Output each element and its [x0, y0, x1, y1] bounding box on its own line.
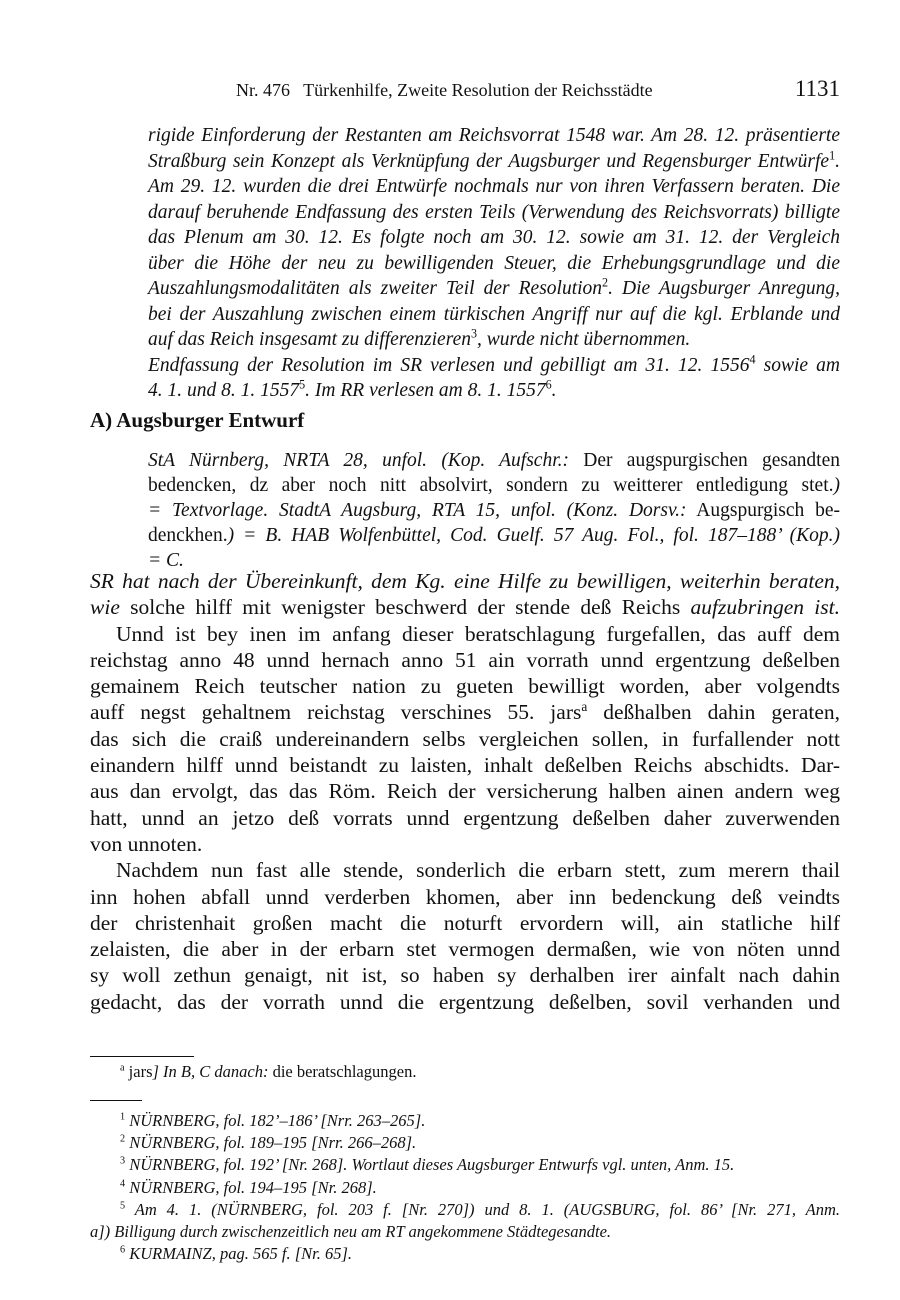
text-run: SR hat nach der Übereinkunft, dem Kg. eine Hilfe zu bewilligen, weiterhin beraten, — [90, 569, 840, 593]
text-run: aus dan ervolgt, das das Röm. Reich der versicherung halben ainen andern weg — [90, 779, 840, 804]
footnotes-line — [90, 1177, 840, 1199]
text-run: gemainem Reich teutscher nation zu gueten bewilligt worden, aber volgendts — [90, 674, 840, 699]
text-run: . — [835, 150, 840, 172]
text-run: deßhalben dahin geraten, — [587, 700, 840, 725]
main-line — [90, 962, 840, 988]
headnote-line — [148, 251, 840, 277]
text-run: auff negst gehaltnem reichstag verschines 55. jars — [90, 700, 582, 725]
text-run: solche hilff mit wenigster beschwerd der stende deß Reichs — [119, 595, 691, 620]
text-run: Der augspurgischen gesandten — [569, 450, 840, 471]
footnotes-line — [90, 1199, 840, 1221]
text-run: Auszahlungsmodalitäten als zweiter Teil der Resolution — [148, 278, 603, 299]
page-number: 1131 — [794, 76, 840, 101]
text-run: reichstag anno 48 unnd hernach anno 51 ain vorrath unnd ergentzung deßelben — [90, 647, 840, 672]
main-line — [90, 647, 840, 673]
main-line — [90, 857, 840, 883]
headnote-line — [148, 302, 840, 328]
headnote-line — [148, 276, 840, 302]
footnotes-rule — [90, 1100, 142, 1101]
text-run: einandern hilff unnd beistandt zu laisten, inhalt deßelben Reichs abschidts. Dar- — [90, 753, 840, 778]
text-run: zelaisten, die aber in der erbarn stet vermogen dermaßen, wie von nöten unnd — [90, 937, 840, 962]
footnotes-line — [90, 1154, 840, 1176]
note-marker: 6 — [120, 1244, 126, 1256]
text-run: ) — [833, 475, 840, 496]
text-run: über die Höhe der neu zu bewilligenden Steuer, die Erhebungsgrundlage und die — [148, 252, 840, 274]
note-marker: 2 — [120, 1133, 126, 1145]
main-line — [90, 936, 840, 962]
headnote-line — [148, 225, 840, 251]
note-marker: 4 — [120, 1178, 126, 1190]
headnote-line — [148, 123, 840, 149]
main-line — [90, 621, 840, 647]
headnote-line — [148, 353, 840, 379]
note-marker: a — [581, 699, 588, 715]
source-description — [148, 448, 840, 573]
note-marker: 3 — [120, 1155, 126, 1167]
text-run: Straßburg sein Konzept als Verknüpfung der Augsburger und Regensburger Entwürfe — [148, 150, 830, 172]
text-run: rigide Einforderung der Restanten am Reichsvorrat 1548 war. Am 28. 12. präsentierte — [148, 125, 840, 146]
main-line — [90, 884, 840, 910]
text-run: . Im RR verlesen am 8. 1. 1557 — [305, 380, 546, 401]
source-line — [148, 448, 840, 473]
headnote-line — [148, 149, 840, 175]
note-marker: 2 — [602, 275, 609, 290]
text-run: das Plenum am 30. 12. Es folgte noch am 30. 12. sowie am 31. 12. der Vergleich — [148, 227, 840, 248]
note-marker: 4 — [749, 352, 756, 366]
footnotes-line — [90, 1243, 840, 1265]
text-run: Augspurgisch be- — [686, 500, 840, 521]
headnote-line — [148, 174, 840, 200]
text-run: die beratschlagungen. — [268, 1062, 417, 1081]
text-run: das sich die craiß undereinandern selbs vergleichen sollen, in furfallender nott — [90, 726, 840, 751]
text-run: von unnoten. — [90, 831, 203, 856]
text-run: = C. — [148, 550, 184, 571]
text-run: a]) Billigung durch zwischenzeitlich neu am RT angekommene Städtegesandte. — [90, 1222, 612, 1242]
text-run: darauf beruhende Endfassung des ersten Teils (Verwendung des Reichsvorrats) billigte — [148, 201, 840, 223]
text-run: sowie am — [755, 354, 840, 376]
main-line — [90, 752, 840, 778]
text-run: hatt, unnd an jetzo deß vorrats unnd ergentzung deßelben daher zuverwenden — [90, 805, 840, 830]
main-line — [90, 989, 840, 1015]
main-text — [90, 568, 840, 1015]
text-run: aufzubringen ist. — [690, 595, 840, 620]
text-run: StA Nürnberg, NRTA 28, unfol. (Kop. Aufschr.: — [148, 450, 569, 471]
textual-notes-rule — [90, 1056, 194, 1057]
headnote — [148, 123, 840, 404]
footnotes-line — [90, 1132, 840, 1154]
main-line — [90, 594, 840, 620]
text-run: Am 4. 1. (NÜRNBERG, fol. 203 f. [Nr. 270]) und 8. 1. (AUGSBURG, fol. 86’ [Nr. 271, Anm. — [125, 1199, 840, 1219]
text-run: Nachdem nun fast alle stende, sonderlich die erbarn stett, zum merern thail — [116, 858, 840, 883]
text-run: 4. 1. und 8. 1. 1557 — [148, 380, 300, 401]
main-line — [90, 910, 840, 936]
main-line — [90, 699, 840, 725]
headnote-line — [148, 327, 840, 353]
note-marker: 5 — [299, 377, 306, 392]
text-run: ) = B. HAB Wolfenbüttel, Cod. Guelf. 57 Aug. Fol., fol. 187–188’ (Kop.) — [227, 525, 840, 546]
text-run: . Die Augsburger Anregung, — [608, 278, 840, 299]
textual-notes — [90, 1061, 840, 1083]
main-line — [90, 673, 840, 699]
text-run: NÜRNBERG, fol. 192’ [Nr. 268]. Wortlaut dieses Augsburger Entwurfs vgl. unten, Anm. 15. — [125, 1155, 735, 1175]
text-run: , wurde nicht übernommen. — [477, 329, 691, 350]
footnotes-line — [90, 1221, 840, 1243]
text-run: auf das Reich insgesamt zu differenzieren — [148, 329, 471, 350]
text-run: Unnd ist bey inen im anfang dieser beratschlagung furgefallen, das auff dem — [116, 621, 840, 646]
text-run: bedencken, dz aber noch nitt absolvirt, sondern zu weitterer entledigung stet. — [148, 475, 834, 496]
main-line — [90, 568, 840, 594]
main-line — [90, 831, 840, 857]
note-marker: 5 — [120, 1200, 126, 1212]
text-run: inn hohen abfall unnd verderben khomen, aber inn bedenckung deß veindts — [90, 884, 840, 909]
main-line — [90, 726, 840, 752]
running-header — [236, 76, 840, 101]
note-marker: 1 — [829, 148, 836, 162]
note-marker: a — [120, 1062, 125, 1074]
text-run: denckhen. — [148, 525, 228, 546]
text-run: gedacht, das der vorrath unnd die ergentzung deßelben, sovil verhanden und — [90, 989, 840, 1014]
text-run: der christenhait großen macht die noturft ervordern will, ain statliche hilf — [90, 910, 840, 935]
text-run: NÜRNBERG, fol. 194–195 [Nr. 268]. — [125, 1177, 377, 1197]
text-run: NÜRNBERG, fol. 182’–186’ [Nrr. 263–265]. — [125, 1111, 426, 1130]
text-run: jars — [124, 1062, 153, 1081]
text-run: sy woll zethun genaigt, nit ist, so haben sy derhalben irer ainfalt nach dahin — [90, 963, 840, 988]
note-marker: 6 — [545, 377, 552, 392]
note-marker: 3 — [470, 326, 478, 341]
source-line — [148, 498, 840, 523]
text-run: Am 29. 12. wurden die drei Entwürfe nochmals nur von ihren Verfassern beraten. Die — [148, 176, 840, 197]
main-line — [90, 778, 840, 804]
text-run: = Textvorlage. StadtA Augsburg, RTA 15, unfol. (Konz. Dorsv.: — [148, 500, 687, 521]
section-heading: A) Augsburger Entwurf — [90, 408, 305, 432]
text-run: bei der Auszahlung zwischen einem türkischen Angriff nur auf die kgl. Erblande und — [148, 303, 840, 325]
source-line — [148, 523, 840, 548]
text-run: ] In B, C danach: — [152, 1062, 269, 1081]
text-run: NÜRNBERG, fol. 189–195 [Nrr. 266–268]. — [125, 1133, 417, 1153]
textual-notes-line — [90, 1061, 840, 1083]
text-run: . — [551, 380, 557, 401]
main-line — [90, 805, 840, 831]
footnotes — [90, 1110, 840, 1265]
text-run: Endfassung der Resolution im SR verlesen und gebilligt am 31. 12. 1556 — [148, 354, 750, 376]
text-run: KURMAINZ, pag. 565 f. [Nr. 65]. — [125, 1244, 353, 1264]
headnote-line — [148, 378, 840, 404]
footnotes-line — [90, 1110, 840, 1132]
note-marker: 1 — [120, 1111, 126, 1123]
text-run: wie — [90, 595, 120, 620]
running-title: Nr. 476 Türkenhilfe, Zweite Resolution der Reichsstädte — [236, 80, 653, 100]
headnote-line — [148, 200, 840, 226]
source-line — [148, 473, 840, 498]
